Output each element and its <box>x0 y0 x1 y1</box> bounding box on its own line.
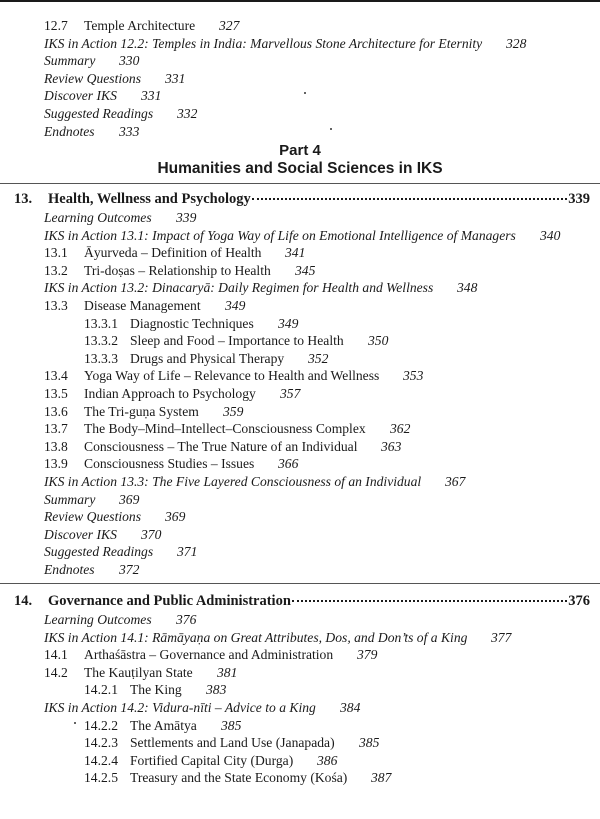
entry-page-number: 330 <box>119 53 140 69</box>
section-number: 14.2.2 <box>84 717 118 733</box>
entry-title: Endnotes <box>44 123 95 139</box>
entry-title: Review Questions <box>44 70 142 86</box>
entry-page-number: 371 <box>177 544 198 560</box>
entry-title: The King <box>130 682 182 698</box>
entry-page-number: 369 <box>119 491 140 507</box>
section-number: 13.8 <box>44 438 68 454</box>
entry-page-number: 383 <box>206 682 227 698</box>
section-number: 14.2.3 <box>84 735 118 751</box>
entry-page-number: 387 <box>371 770 392 786</box>
entry-page-number: 340 <box>540 227 561 243</box>
chapter-number: 13. <box>14 191 33 207</box>
entry-title: Endnotes <box>44 562 95 577</box>
entry-page-number: 372 <box>119 562 140 577</box>
entry-page-number: 331 <box>165 70 186 86</box>
entry-title: Treasury and the State Economy (Kośa) <box>130 770 348 786</box>
section-number: 13.5 <box>44 386 68 401</box>
entry-title: Fortified Capital City (Durga) <box>130 752 294 768</box>
entry-title: Suggested Readings <box>44 106 154 121</box>
section-divider <box>0 583 600 584</box>
entry-title: Temple Architecture <box>84 18 196 33</box>
section-number: 14.2.1 <box>84 682 118 698</box>
chapter-13-heading[interactable] <box>14 190 590 208</box>
entry-page-number: 363 <box>381 438 402 454</box>
entry-title: Tri-doṣas – Relationship to Health <box>84 262 271 278</box>
chapter-page: 339 <box>568 191 590 207</box>
entry-page-number: 366 <box>278 456 299 472</box>
entry-page-number: 376 <box>176 612 197 627</box>
section-number: 12.7 <box>44 18 68 33</box>
entry-page-number: 377 <box>491 629 512 645</box>
entry-page-number: 370 <box>141 526 162 542</box>
dot-leader <box>292 600 567 602</box>
entry-title: Consciousness – The True Nature of an Individual <box>84 438 358 454</box>
entry-title: Diagnostic Techniques <box>130 315 254 331</box>
entry-page-number: 386 <box>317 752 338 768</box>
section-number: 14.2.5 <box>84 770 118 786</box>
entry-title: Discover IKS <box>44 88 117 104</box>
entry-title: The Kauṭilyan State <box>84 664 193 680</box>
entry-page-number: 348 <box>457 280 478 296</box>
entry-page-number: 328 <box>506 35 527 51</box>
speck-mark <box>304 92 306 94</box>
speck-mark <box>330 128 332 130</box>
section-number: 14.1 <box>44 647 68 663</box>
entry-title: Discover IKS <box>44 526 117 542</box>
entry-page-number: 350 <box>368 333 389 349</box>
section-number: 13.1 <box>44 245 68 261</box>
section-number: 13.3.3 <box>84 350 118 366</box>
entry-title: Learning Outcomes <box>44 612 152 627</box>
entry-title: Consciousness Studies – Issues <box>84 456 255 472</box>
entry-title: IKS in Action 12.2: Temples in India: Marvellous Stone Architecture for Eternity <box>44 35 483 51</box>
chapter-title: Health, Wellness and Psychology <box>48 191 251 207</box>
entry-title: Indian Approach to Psychology <box>84 386 256 401</box>
top-rule <box>0 0 600 2</box>
entry-page-number: 359 <box>223 403 244 419</box>
entry-title: The Body–Mind–Intellect–Consciousness Complex <box>84 421 366 437</box>
entry-page-number: 384 <box>340 700 361 715</box>
entry-title: The Amātya <box>130 717 197 733</box>
section-number: 14.2 <box>44 664 68 680</box>
entry-title: IKS in Action 13.1: Impact of Yoga Way of Life on Emotional Intelligence of Managers <box>44 227 516 243</box>
entry-title: Drugs and Physical Therapy <box>130 350 285 366</box>
entry-page-number: 379 <box>357 647 378 663</box>
entry-page-number: 341 <box>285 245 306 261</box>
entry-page-number: 352 <box>308 350 329 366</box>
entry-title: Sleep and Food – Importance to Health <box>130 333 344 349</box>
entry-page-number: 357 <box>280 386 301 401</box>
entry-page-number: 333 <box>119 123 140 139</box>
entry-page-number: 385 <box>359 735 380 751</box>
entry-page-number: 385 <box>221 717 242 733</box>
entry-page-number: 345 <box>295 262 316 278</box>
entry-title: IKS in Action 14.2: Vidura-nīti – Advice to a King <box>44 700 316 715</box>
part-label: Part 4 <box>279 142 321 159</box>
section-number: 13.4 <box>44 368 68 384</box>
entry-title: Disease Management <box>84 298 201 313</box>
entry-title: Yoga Way of Life – Relevance to Health and Wellness <box>84 368 380 384</box>
entry-title: Review Questions <box>44 509 142 525</box>
part-title: Humanities and Social Sciences in IKS <box>157 160 443 177</box>
entry-title: Āyurveda – Definition of Health <box>84 245 262 261</box>
section-number: 13.3.2 <box>84 333 118 349</box>
entry-page-number: 353 <box>403 368 424 384</box>
section-number: 13.3.1 <box>84 315 118 331</box>
entry-page-number: 362 <box>390 421 411 437</box>
entry-page-number: 331 <box>141 88 162 104</box>
section-number: 14.2.4 <box>84 752 118 768</box>
entry-page-number: 327 <box>219 18 240 33</box>
entry-title: Summary <box>44 53 96 69</box>
section-number: 13.3 <box>44 298 68 313</box>
entry-page-number: 369 <box>165 509 186 525</box>
entry-title: IKS in Action 14.1: Rāmāyaṇa on Great Attributes, Dos, and Don’ts of a King <box>44 629 468 645</box>
section-number: 13.7 <box>44 421 68 437</box>
entry-title: Suggested Readings <box>44 544 154 560</box>
entry-page-number: 367 <box>445 474 466 489</box>
entry-title: Summary <box>44 491 96 507</box>
entry-title: IKS in Action 13.2: Dinacaryā: Daily Regimen for Health and Wellness <box>44 280 434 296</box>
entry-page-number: 349 <box>225 298 246 313</box>
entry-page-number: 332 <box>177 106 198 121</box>
entry-title: The Tri-guṇa System <box>84 403 199 419</box>
chapter-14-heading[interactable] <box>14 592 590 610</box>
chapter-title: Governance and Public Administration <box>48 593 291 609</box>
section-number: 13.6 <box>44 403 68 419</box>
speck-mark <box>74 722 76 724</box>
entry-title: Learning Outcomes <box>44 210 152 225</box>
chapter-page: 376 <box>568 593 590 609</box>
entry-title: IKS in Action 13.3: The Five Layered Consciousness of an Individual <box>44 474 422 489</box>
entry-title: Arthaśāstra – Governance and Administration <box>84 647 334 663</box>
dot-leader <box>252 198 567 200</box>
entry-title: Settlements and Land Use (Janapada) <box>130 735 335 751</box>
entry-page-number: 349 <box>278 315 299 331</box>
section-number: 13.9 <box>44 456 68 472</box>
section-divider <box>0 183 600 184</box>
entry-page-number: 381 <box>217 664 238 680</box>
entry-page-number: 339 <box>176 210 197 225</box>
section-number: 13.2 <box>44 262 68 278</box>
chapter-number: 14. <box>14 593 33 609</box>
